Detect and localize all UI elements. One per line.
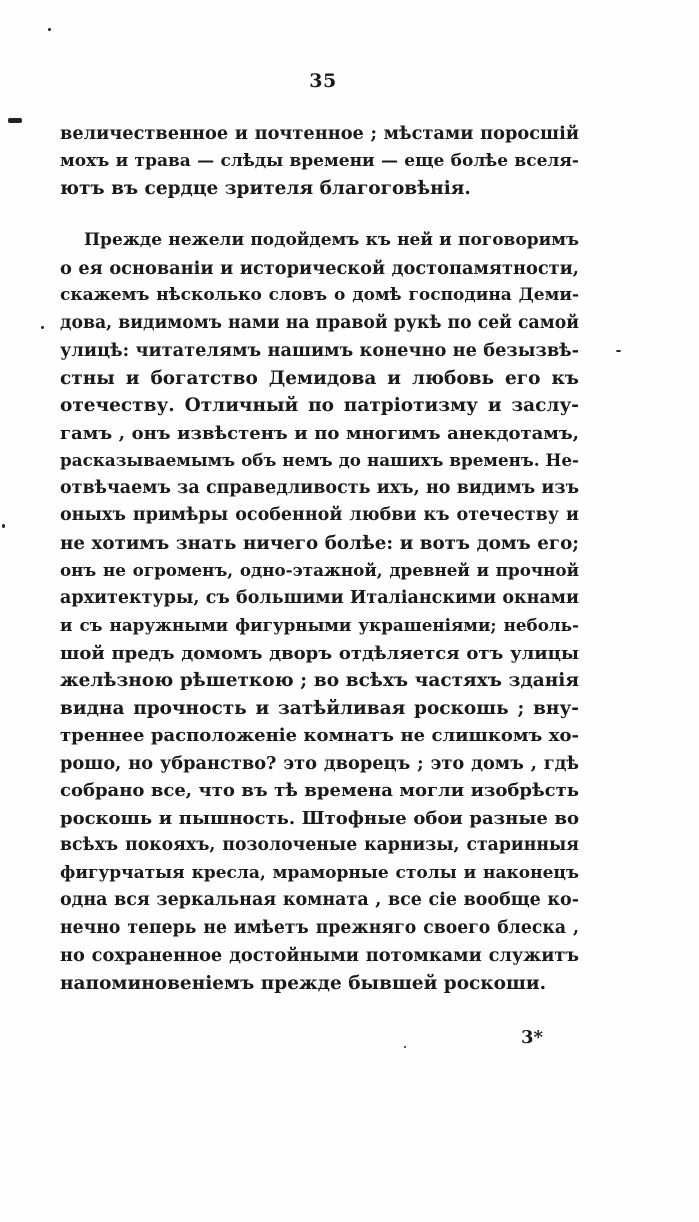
ink-speck: [48, 28, 51, 31]
text-line: и съ наружными фигурными украшеніями; неболь-: [60, 615, 579, 635]
text-line: расказываемымъ объ немъ до нашихъ временъ. Не-: [60, 450, 579, 470]
text-line: не хотимъ знать ничего болѣе: и вотъ домъ его;: [60, 532, 579, 554]
text-line: онъ не огроменъ, одно-этажной, древней и прочной: [60, 560, 579, 580]
text-line: оныхъ примѣры особенной любви къ отечеству и: [60, 505, 579, 525]
paragraph-2: [60, 227, 579, 997]
text-line: дова, видимомъ нами на правой рукѣ по сей самой: [60, 312, 579, 333]
text-line: одна вся зеркальная комната , все сіе вообще ко-: [60, 890, 579, 910]
ink-speck: [8, 118, 22, 123]
text-line: архитектуры, съ большими Италіанскими окнами: [60, 587, 579, 608]
text-line: собрано все, что въ тѣ времена могли изобрѣсть: [60, 780, 579, 801]
text-line: ютъ въ сердце зрителя благоговѣнія.: [60, 178, 471, 199]
text-line: роскошь и пышность. Штофные обои разные во: [60, 807, 579, 829]
ink-speck: [404, 1046, 406, 1048]
text-line: треннее расположеніе комнатъ не слишкомъ хо-: [60, 725, 579, 746]
signature-mark: 3*: [521, 1027, 543, 1048]
text-line: стны и богатство Демидова и любовь его къ: [60, 367, 579, 389]
ink-speck: [2, 524, 5, 528]
text-line: видна прочность и затѣйливая роскошь ; вну-: [60, 697, 579, 719]
text-line: желѣзною рѣшеткою ; во всѣхъ частяхъ зданія: [60, 670, 579, 691]
text-line: о ея основаніи и исторической достопамятности,: [60, 257, 579, 279]
text-line: величественное и почтенное ; мѣстами поросшій: [60, 123, 579, 144]
text-line: отвѣчаемъ за справедливость ихъ, но видимъ изъ: [60, 477, 579, 498]
text-line: скажемъ нѣсколько словъ о домѣ господина Деми-: [60, 285, 579, 305]
text-line: фигурчатыя кресла, мраморные столы и наконецъ: [60, 862, 579, 883]
page-number: 35: [309, 70, 337, 92]
text-line: отечеству. Отличный по патріотизму и заслу-: [60, 395, 579, 416]
text-line: гамъ , онъ извѣстенъ и по многимъ анекдотамъ,: [60, 422, 579, 444]
text-line: но сохраненное достойными потомками служитъ: [60, 945, 579, 966]
text-line: улицѣ: читателямъ нашимъ конечно не безызвѣ-: [60, 340, 579, 361]
text-line: мохъ и трава — слѣды времени — еще болѣе вселя-: [60, 150, 579, 171]
text-line: рошо, но убранство? это дворецъ ; это домъ , гдѣ: [60, 752, 579, 774]
text-line: напоминовеніемъ прежде бывшей роскоши.: [60, 972, 547, 994]
text-line: шой предъ домомъ дворъ отдѣляется отъ улицы: [60, 642, 579, 664]
ink-speck: [41, 326, 44, 329]
text-line: Прежде нежели подойдемъ къ ней и поговоримъ: [84, 230, 579, 250]
text-line: нечно теперь не имѣетъ прежняго своего блеска ,: [60, 917, 579, 938]
paragraph-1: [60, 120, 579, 203]
ink-speck: [616, 350, 621, 352]
text-line: всѣхъ покояхъ, позолоченые карнизы, старинныя: [60, 835, 579, 855]
